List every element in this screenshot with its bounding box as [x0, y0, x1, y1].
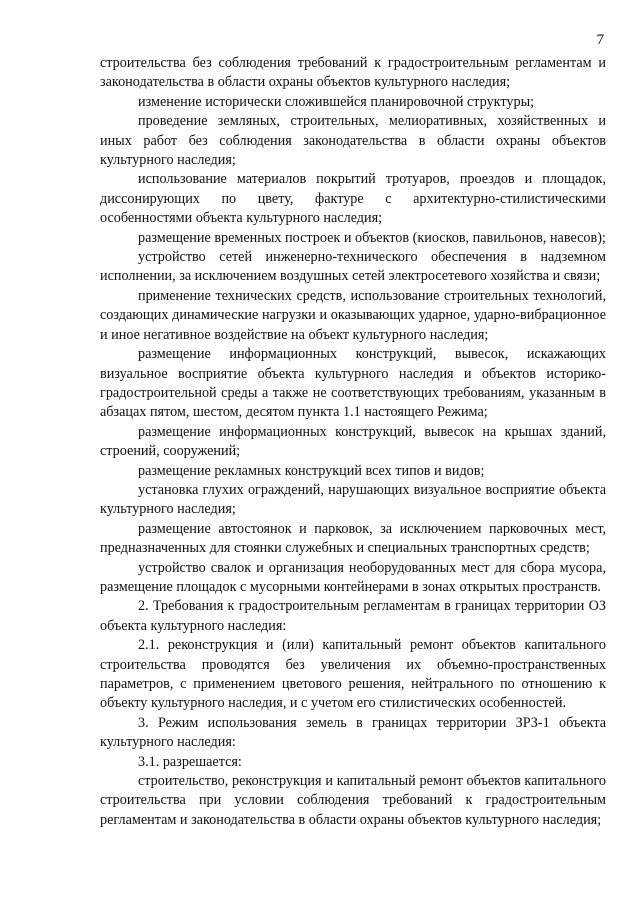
paragraph: 2.1. реконструкция и (или) капитальный ремонт объектов капитального строительства проводятся без увеличения их объемно-пространственных параметров, с применением цветового решения, нейтрального по отношению к объекту культурного наследия, и с учетом его стилистических особенностей. — [100, 637, 606, 712]
paragraph: устройство свалок и организация необорудованных мест для сбора мусора, размещение площадок с мусорными контейнерами в зонах открытых пространств. — [100, 559, 606, 595]
paragraph: размещение временных построек и объектов (киосков, павильонов, навесов); — [138, 229, 606, 246]
paragraph: строительство, реконструкция и капитальный ремонт объектов капитального строительства при условии соблюдения требований к градостроительным регламентам и законодательства в области охраны объектов культурного наследия; — [100, 773, 606, 828]
paragraph: размещение информационных конструкций, вывесок на крышах зданий, строений, сооружений; — [100, 423, 606, 460]
paragraph: проведение земляных, строительных, мелиоративных, хозяйственных и иных работ без соблюдения законодательства в области охраны объектов культурного наследия; — [100, 113, 606, 169]
document-body — [100, 54, 606, 830]
paragraph: применение технических средств, использование строительных технологий, создающих динамические нагрузки и оказывающих ударное, ударно-вибрационное и иное негативное воздействие на объект культурного наследия; — [100, 287, 606, 343]
paragraph: размещение автостоянок и парковок, за исключением парковочных мест, предназначенных для стоянки служебных и специальных транспортных средств; — [100, 520, 606, 557]
paragraph: использование материалов покрытий тротуаров, проездов и площадок, диссонирующих по цвету, фактуре с архитектурно-стилистическими особенностями объекта культурного наследия; — [100, 171, 606, 227]
paragraph: строительства без соблюдения требований к градостроительным регламентам и законодательства в области охраны объектов культурного наследия; — [100, 55, 606, 91]
paragraph: размещение рекламных конструкций всех типов и видов; — [138, 462, 485, 479]
page-number: 7 — [596, 32, 604, 48]
section-heading: 3. Режим использования земель в границах территории ЗРЗ-1 объекта культурного наследия: — [100, 714, 606, 751]
section-heading: 2. Требования к градостроительным регламентам в границах территории ОЗ объекта культурного наследия: — [100, 598, 606, 634]
paragraph: размещение информационных конструкций, вывесок, искажающих визуальное восприятие объекта культурного наследия и объектов историко-градостроительной среды а также не соответствующих требованиям, указанным в абзацах пятом, шестом, десятом пункта 1.1 настоящего Режима; — [100, 346, 606, 421]
paragraph: изменение исторически сложившейся планировочной структуры; — [138, 93, 535, 110]
paragraph: установка глухих ограждений, нарушающих визуальное восприятие объекта культурного наследия; — [100, 481, 606, 518]
paragraph: 3.1. разрешается: — [138, 753, 242, 770]
paragraph: устройство сетей инженерно-технического обеспечения в надземном исполнении, за исключением воздушных сетей электросетевого хозяйства и связи; — [100, 249, 606, 285]
